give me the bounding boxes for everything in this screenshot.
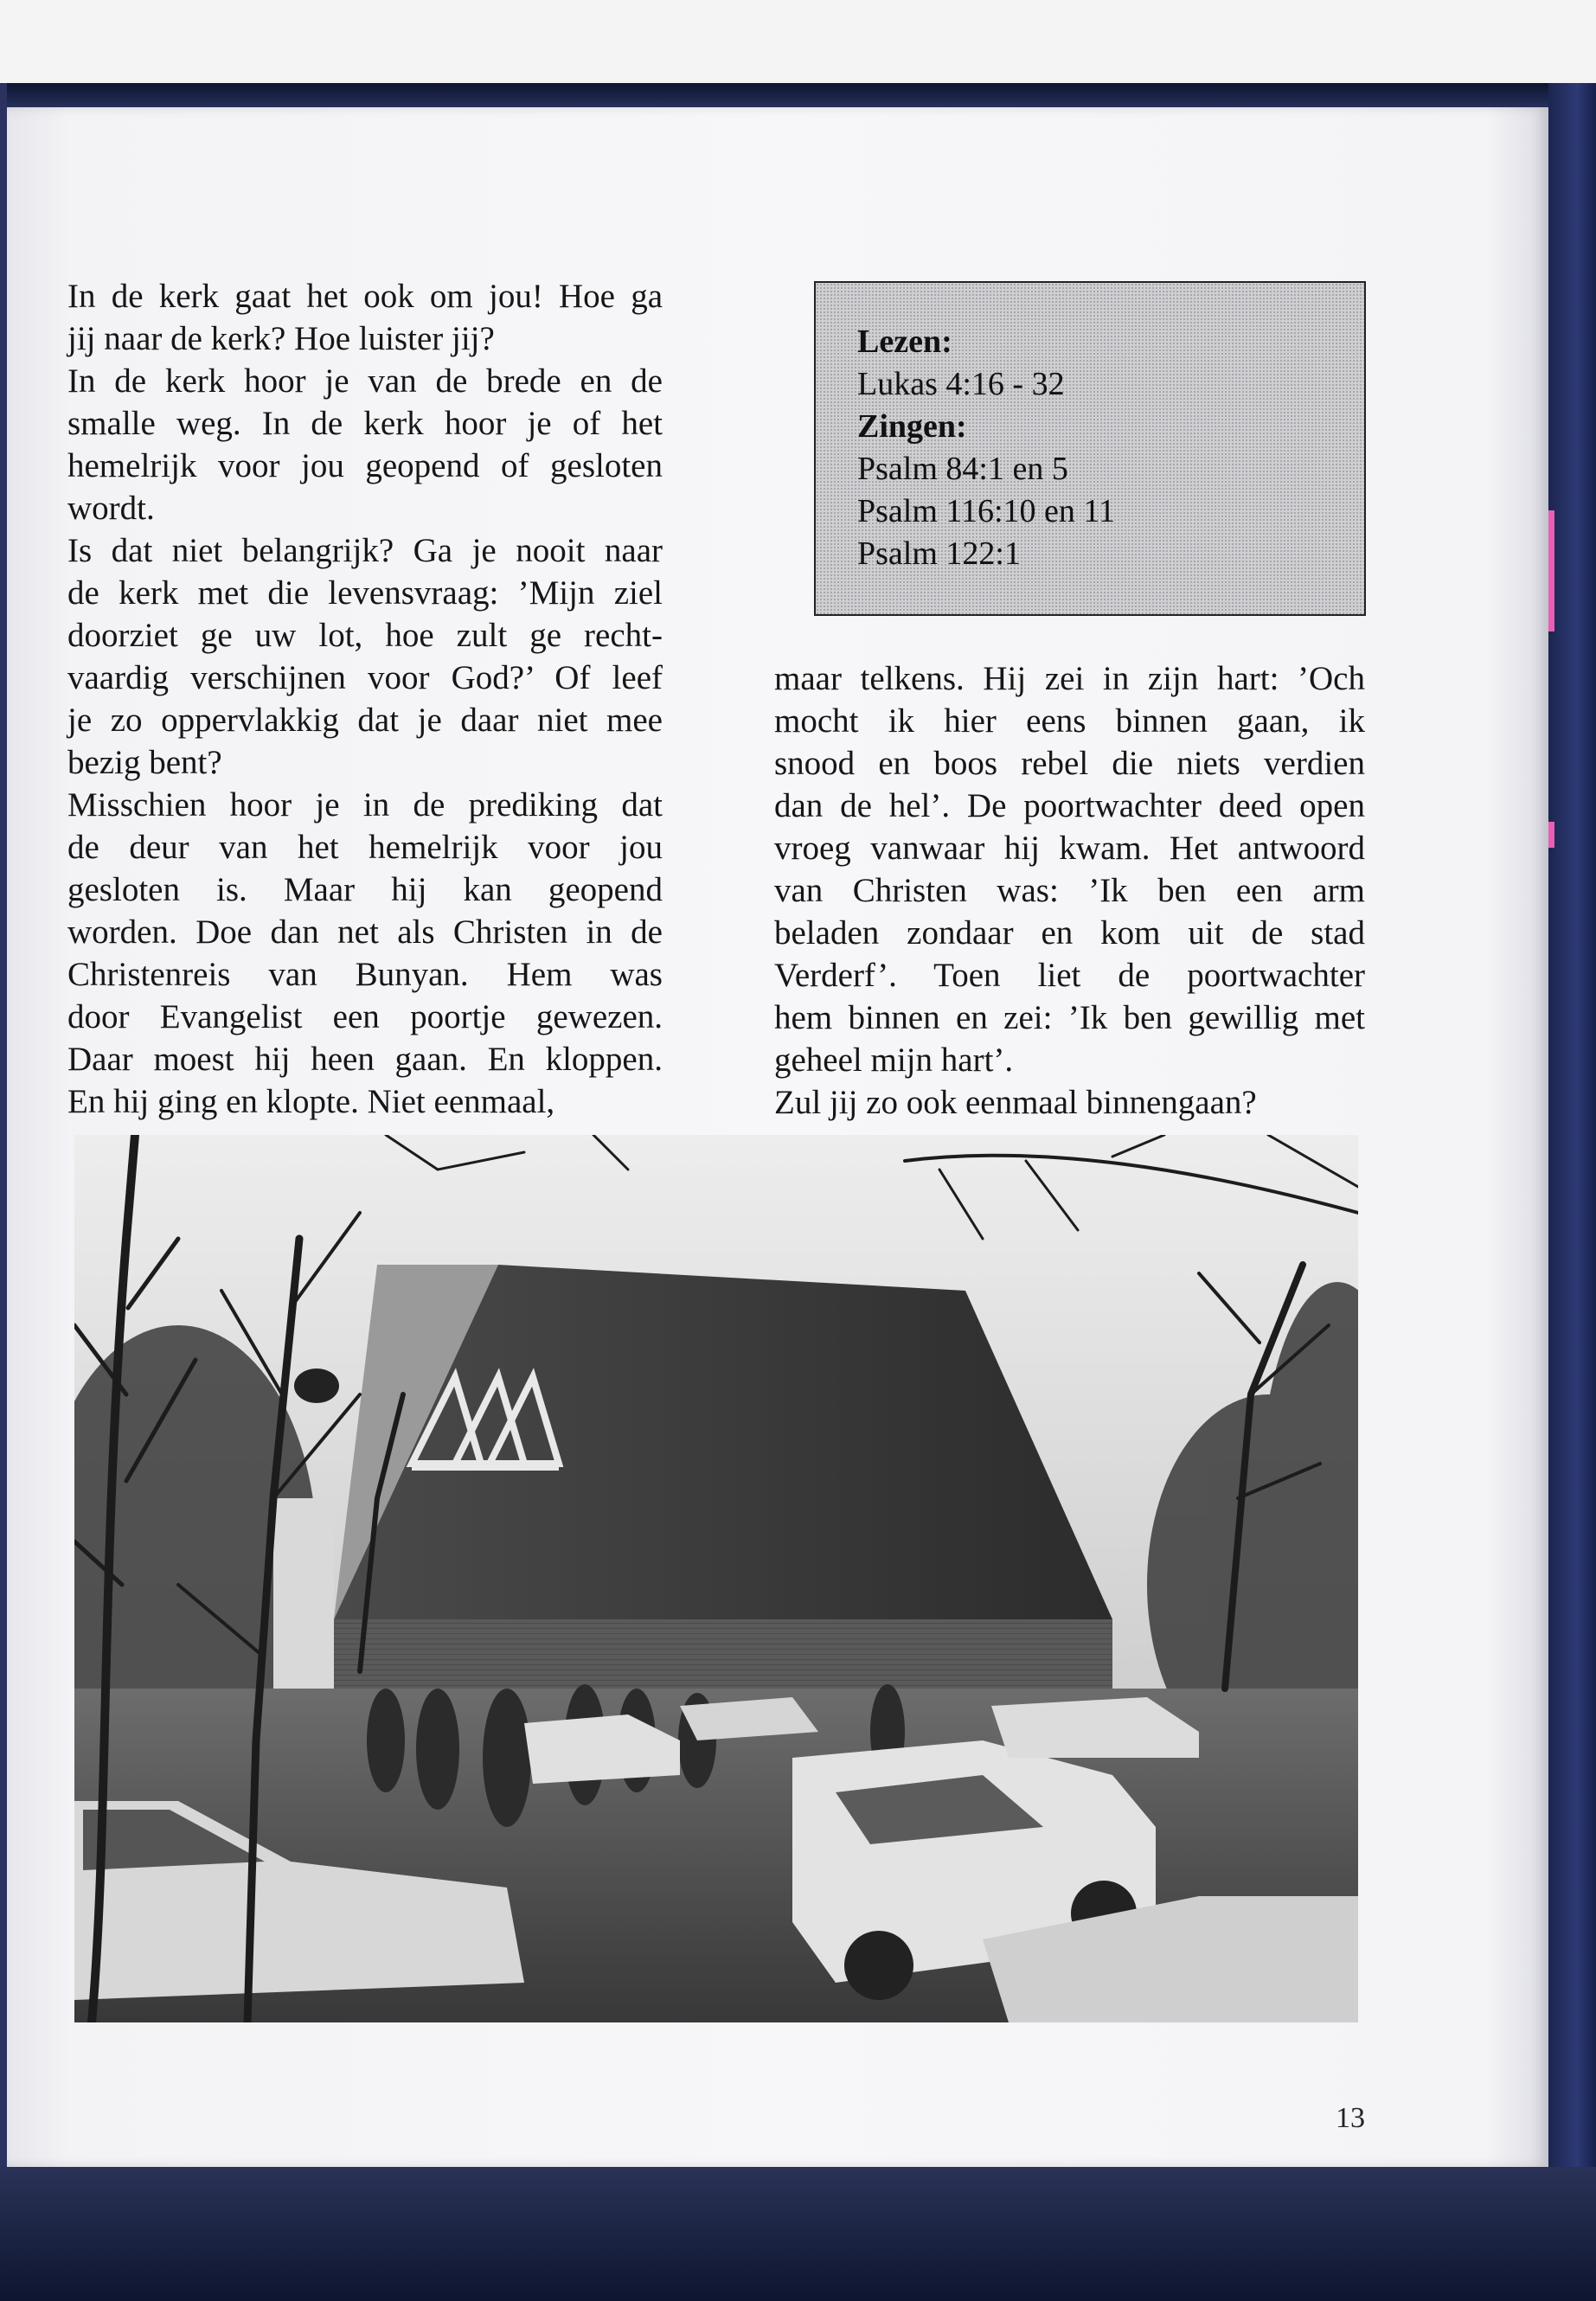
text-line: hem binnen en zei: ’Ik ben gewillig met <box>774 999 1365 1036</box>
page-marker-tab <box>1548 822 1554 848</box>
text-line: doorziet ge uw lot, hoe zult ge recht- <box>67 617 663 654</box>
lezen-label: Lezen: <box>857 324 952 360</box>
zingen-label: Zingen: <box>857 408 967 445</box>
text-line: bezig bent? <box>67 744 222 781</box>
book-cover-left-edge <box>0 83 7 2301</box>
text-line: Misschien hoor je in de prediking dat <box>67 786 663 824</box>
text-line: snood en boos rebel die niets verdien <box>774 745 1365 782</box>
text-line: worden. Doe dan net als Christen in de <box>67 913 663 951</box>
text-line: Zul jij zo ook eenmaal binnengaan? <box>774 1084 1257 1121</box>
book-cover-right-edge <box>1548 83 1596 2301</box>
book-cover-top-edge <box>0 83 1596 107</box>
text-line: geheel mijn hart’. <box>774 1042 1014 1079</box>
text-line: In de kerk gaat het ook om jou! Hoe ga <box>67 278 663 315</box>
text-line: door Evangelist een poortje gewezen. <box>67 998 663 1035</box>
psalm-reference: Psalm 116:10 en 11 <box>857 493 1116 529</box>
text-line: En hij ging en klopte. Niet eenmaal, <box>67 1083 555 1120</box>
text-line: hemelrijk voor jou geopend of gesloten <box>67 447 663 484</box>
psalm-reference: Psalm 122:1 <box>857 535 1021 572</box>
text-line: de kerk met die levensvraag: ’Mijn ziel <box>67 574 663 612</box>
text-line: In de kerk hoor je van de brede en de <box>67 362 663 400</box>
text-line: beladen zondaar en kom uit de stad <box>774 914 1365 952</box>
lezen-reference: Lukas 4:16 - 32 <box>857 366 1065 402</box>
text-line: dan de hel’. De poortwachter deed open <box>774 787 1365 824</box>
book-cover-bottom-edge <box>0 2167 1596 2301</box>
right-text-column <box>774 657 1365 1124</box>
text-line: je zo oppervlakkig dat je daar niet mee <box>67 702 663 739</box>
text-line: Is dat niet belangrijk? Ga je nooit naar <box>67 532 663 569</box>
psalm-reference: Psalm 84:1 en 5 <box>857 451 1068 487</box>
mistletoe-clump <box>294 1368 339 1403</box>
reading-box <box>814 281 1366 616</box>
text-line: smalle weg. In de kerk hoor je of het <box>67 405 663 442</box>
page-number: 13 <box>1336 2102 1365 2134</box>
text-line: mocht ik hier eens binnen gaan, ik <box>774 702 1365 740</box>
text-line: vroeg vanwaar hij kwam. Het antwoord <box>774 830 1365 867</box>
left-text-column <box>67 275 663 1123</box>
text-line: Daar moest hij heen gaan. En kloppen. <box>67 1041 663 1078</box>
church-photo <box>74 1135 1358 2022</box>
text-line: Christenreis van Bunyan. Hem was <box>67 956 663 993</box>
text-line: maar telkens. Hij zei in zijn hart: ’Och <box>774 660 1365 697</box>
text-line: wordt. <box>67 490 155 527</box>
text-line: vaardig verschijnen voor God?’ Of leef <box>67 659 663 696</box>
text-line: de deur van het hemelrijk voor jou <box>67 829 663 866</box>
text-line: van Christen was: ’Ik ben een arm <box>774 872 1365 909</box>
text-line: gesloten is. Maar hij kan geopend <box>67 871 663 908</box>
text-line: Verderf’. Toen liet de poortwachter <box>774 957 1365 994</box>
text-line: jij naar de kerk? Hoe luister jij? <box>67 320 495 357</box>
page-marker-tab <box>1548 536 1554 631</box>
